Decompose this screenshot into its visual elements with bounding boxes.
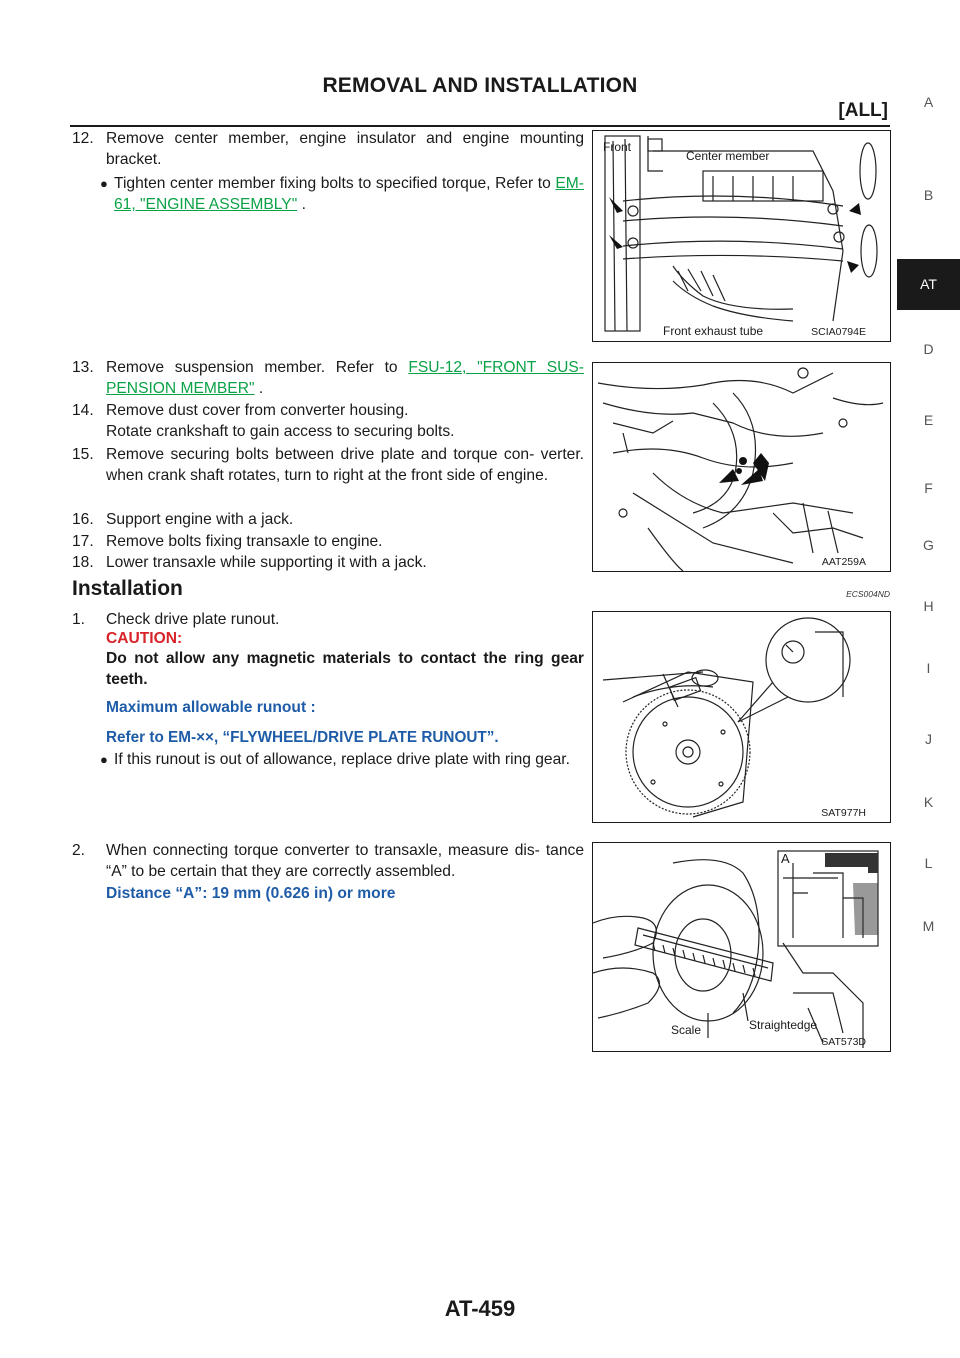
- side-index-d[interactable]: D: [923, 341, 934, 357]
- figure-runout-check: [592, 611, 891, 823]
- step-text: Lower transaxle while supporting it with a jack.: [106, 554, 427, 571]
- install-step-1: [72, 609, 584, 630]
- step-number: 17.: [72, 533, 94, 550]
- side-index-e[interactable]: E: [923, 412, 934, 428]
- side-index-l[interactable]: L: [924, 855, 933, 871]
- caution-label: CAUTION:: [106, 630, 183, 647]
- side-index-m[interactable]: M: [922, 918, 935, 934]
- step-text: Remove securing bolts between drive plate and torque con- verter. when crank shaft rotates, turn to right at the front side of engine.: [106, 446, 584, 484]
- bullet-icon: ●: [100, 176, 108, 191]
- side-index-a[interactable]: A: [923, 94, 934, 110]
- step-number: 16.: [72, 511, 94, 528]
- bullet-icon: ●: [100, 752, 108, 767]
- step-13: [72, 357, 584, 399]
- step-number: 13.: [72, 359, 94, 376]
- step-text: Support engine with a jack.: [106, 511, 294, 528]
- bullet-text: Tighten center member fixing bolts to specified torque, Refer to: [114, 175, 556, 192]
- side-index-g[interactable]: G: [923, 537, 934, 553]
- install-step-1-bullet: [100, 749, 584, 770]
- figure-label-exhaust: Front exhaust tube: [663, 324, 764, 338]
- figure-caption: SAT573D: [821, 1036, 866, 1048]
- figure-label-straightedge: Straightedge: [749, 1018, 818, 1032]
- step-number: 14.: [72, 402, 94, 419]
- side-index-active-at[interactable]: AT: [897, 259, 960, 310]
- spec-value: Refer to EM-××, “FLYWHEEL/DRIVE PLATE RUNOUT”.: [106, 729, 499, 746]
- step-12-bullet: [100, 173, 584, 215]
- side-index-b[interactable]: B: [923, 187, 934, 203]
- side-index-k[interactable]: K: [923, 794, 934, 810]
- step-text: Remove center member, engine insulator and engine mounting bracket.: [106, 130, 584, 168]
- bullet-text: If this runout is out of allowance, replace drive plate with ring gear.: [114, 751, 570, 768]
- side-index-i[interactable]: I: [926, 660, 931, 676]
- figure-securing-bolts: [592, 362, 891, 572]
- step-12: [72, 128, 584, 170]
- link-em-61[interactable]: EM-61, "ENGINE ASSEMBLY": [114, 175, 584, 213]
- step-17: [72, 531, 584, 552]
- figure-distance-a: [592, 842, 891, 1052]
- step-text: Remove suspension member. Refer to: [106, 359, 409, 376]
- figure-securing-bolts-drawing: [593, 363, 890, 571]
- step-suffix: .: [254, 380, 264, 397]
- figure-runout-check-drawing: [593, 612, 890, 822]
- step-text: Check drive plate runout.: [106, 611, 280, 628]
- step-16: [72, 509, 584, 530]
- side-index-h[interactable]: H: [923, 598, 934, 614]
- step-text: When connecting torque converter to transaxle, measure dis- tance “A” to be certain that they are correctly assembled.: [106, 842, 584, 880]
- side-index-f[interactable]: F: [924, 480, 933, 496]
- step-number: 18.: [72, 554, 94, 571]
- spec-label: Maximum allowable runout :: [106, 699, 316, 716]
- step-number: 1.: [72, 611, 86, 628]
- figure-center-member: [592, 130, 891, 342]
- distance-spec: Distance “A”: 19 mm (0.626 in) or more: [106, 885, 396, 902]
- caution-text: Do not allow any magnetic materials to contact the ring gear teeth.: [106, 650, 584, 688]
- section-code: ECS004ND: [846, 589, 890, 599]
- section-title-installation: Installation: [72, 577, 183, 600]
- step-text: Remove bolts fixing transaxle to engine.: [106, 533, 383, 550]
- page-number: AT-459: [444, 1296, 516, 1321]
- figure-caption: SAT977H: [821, 807, 866, 819]
- header-rule: [70, 125, 890, 127]
- step-18: [72, 552, 584, 573]
- figure-distance-a-drawing: [593, 843, 890, 1051]
- side-index-j[interactable]: J: [925, 731, 932, 747]
- step-text-2: Rotate crankshaft to gain access to securing bolts.: [106, 423, 455, 440]
- link-fsu-12[interactable]: FSU-12, "FRONT SUS- PENSION MEMBER": [106, 359, 585, 397]
- step-number: 2.: [72, 842, 86, 859]
- figure-caption: AAT259A: [821, 556, 866, 568]
- figure-label-center-member: Center member: [686, 149, 770, 163]
- step-text: Remove dust cover from converter housing.: [106, 402, 409, 419]
- install-step-2: [72, 840, 584, 882]
- figure-label-scale: Scale: [671, 1023, 702, 1037]
- step-number: 15.: [72, 446, 94, 463]
- page-subtitle: [ALL]: [838, 100, 888, 121]
- figure-caption: SCIA0794E: [811, 326, 866, 338]
- step-14: [72, 400, 584, 442]
- figure-label-a: A: [781, 851, 790, 866]
- step-number: 12.: [72, 130, 94, 147]
- step-15: [72, 444, 584, 486]
- page-title: REMOVAL AND INSTALLATION: [322, 74, 638, 97]
- figure-label-front: Front: [603, 140, 632, 154]
- bullet-suffix: .: [297, 196, 306, 213]
